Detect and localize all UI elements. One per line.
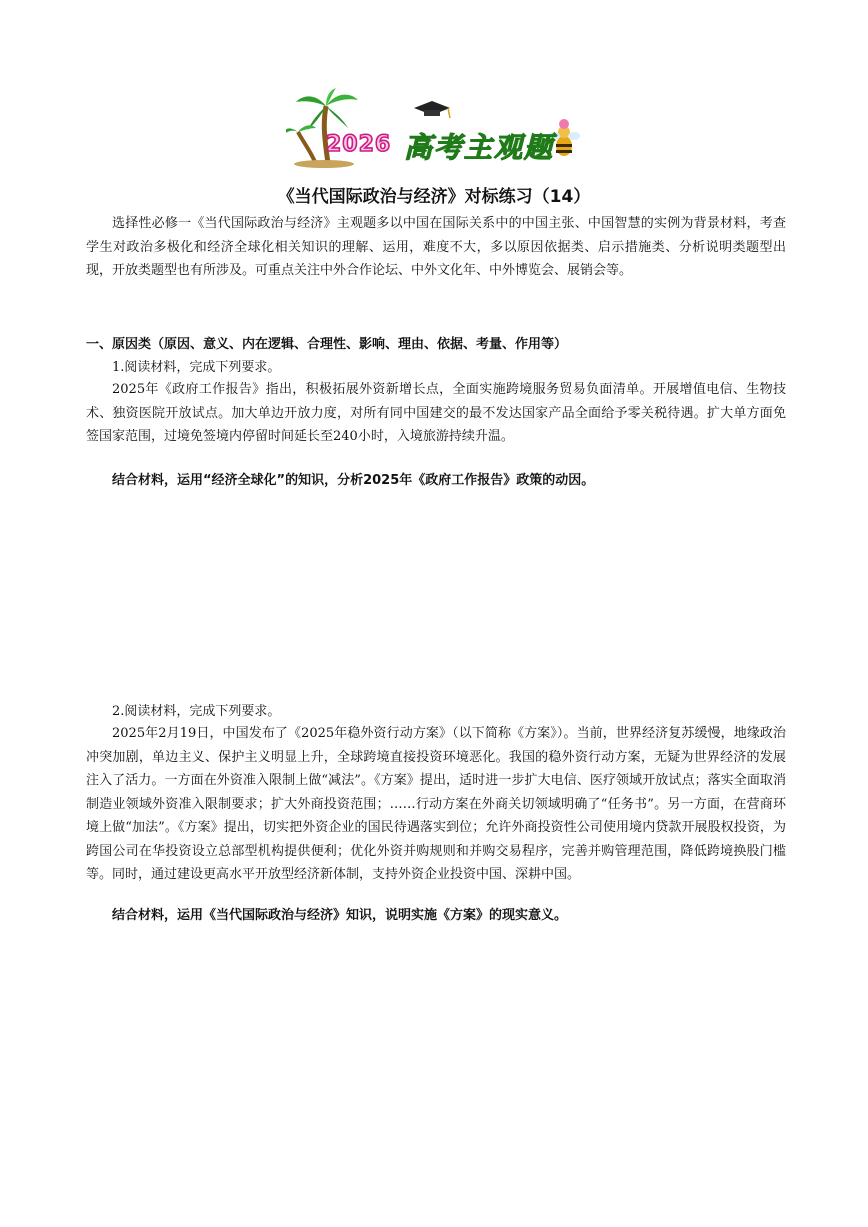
question-2-heading: 2.阅读材料，完成下列要求。 <box>112 704 281 719</box>
intro-paragraph: 选择性必修一《当代国际政治与经济》主观题多以中国在国际关系中的中国主张、中国智慧的实例为背景材料，考查学生对政治多极化和经济全球化相关知识的理解、运用，难度不大，多以原因依据类、启示措施类、分析说明类题型出现，开放类题型也有所涉及。可重点关注中外合作论坛、中外文化年、中外博览会、展销会等。 <box>86 216 786 278</box>
logo-year-text: 2026 <box>326 132 392 157</box>
header-logo <box>286 88 586 168</box>
question-1-task: 结合材料，运用“经济全球化”的知识，分析2025年《政府工作报告》政策的动因。 <box>112 473 595 488</box>
question-1-material: 2025年《政府工作报告》指出，积极拓展外资新增长点，全面实施跨境服务贸易负面清单。开展增值电信、生物技术、独资医院开放试点。加大单边开放力度，对所有同中国建交的最不发达国家产品全面给予零关税待遇。扩大单方面免签国家范围，过境免签境内停留时间延长至240小时，入境旅游持续升温。 <box>86 382 786 444</box>
question-2-material: 2025年2月19日，中国发布了《2025年稳外资行动方案》（以下简称《方案》）。当前，世界经济复苏缓慢，地缘政治冲突加剧，单边主义、保护主义明显上升，全球跨境直接投资环境恶化。我国的稳外资行动方案，无疑为世界经济的发展注入了活力。一方面在外资准入限制上做“减法”。《方案》提出，适时进一步扩大电信、医疗领域开放试点；落实全面取消制造业领域外资准入限制要求；扩大外商投资范围；……行动方案在外商关切领域明确了“任务书”。另一方面，在营商环境上做“加法”。《方案》提出，切实把外资企业的国民待遇落实到位；允许外商投资性公司使用境内贷款开展股权投资，为跨国公司在华投资设立总部型机构提供便利；优化外资并购规则和并购交易程序，完善并购管理范围，降低跨境换股门槛等。同时，通过建设更高水平开放型经济新体制，支持外资企业投资中国、深耕中国。 <box>86 726 786 882</box>
logo-title-text: 高考主观题 <box>404 131 555 164</box>
section-heading: 一、原因类（原因、意义、内在逻辑、合理性、影响、理由、依据、考量、作用等） <box>86 337 568 352</box>
question-2-task: 结合材料，运用《当代国际政治与经济》知识，说明实施《方案》的现实意义。 <box>112 908 568 923</box>
page-title: 《当代国际政治与经济》对标练习（14） <box>277 187 591 207</box>
question-1-heading: 1.阅读材料，完成下列要求。 <box>112 360 281 375</box>
